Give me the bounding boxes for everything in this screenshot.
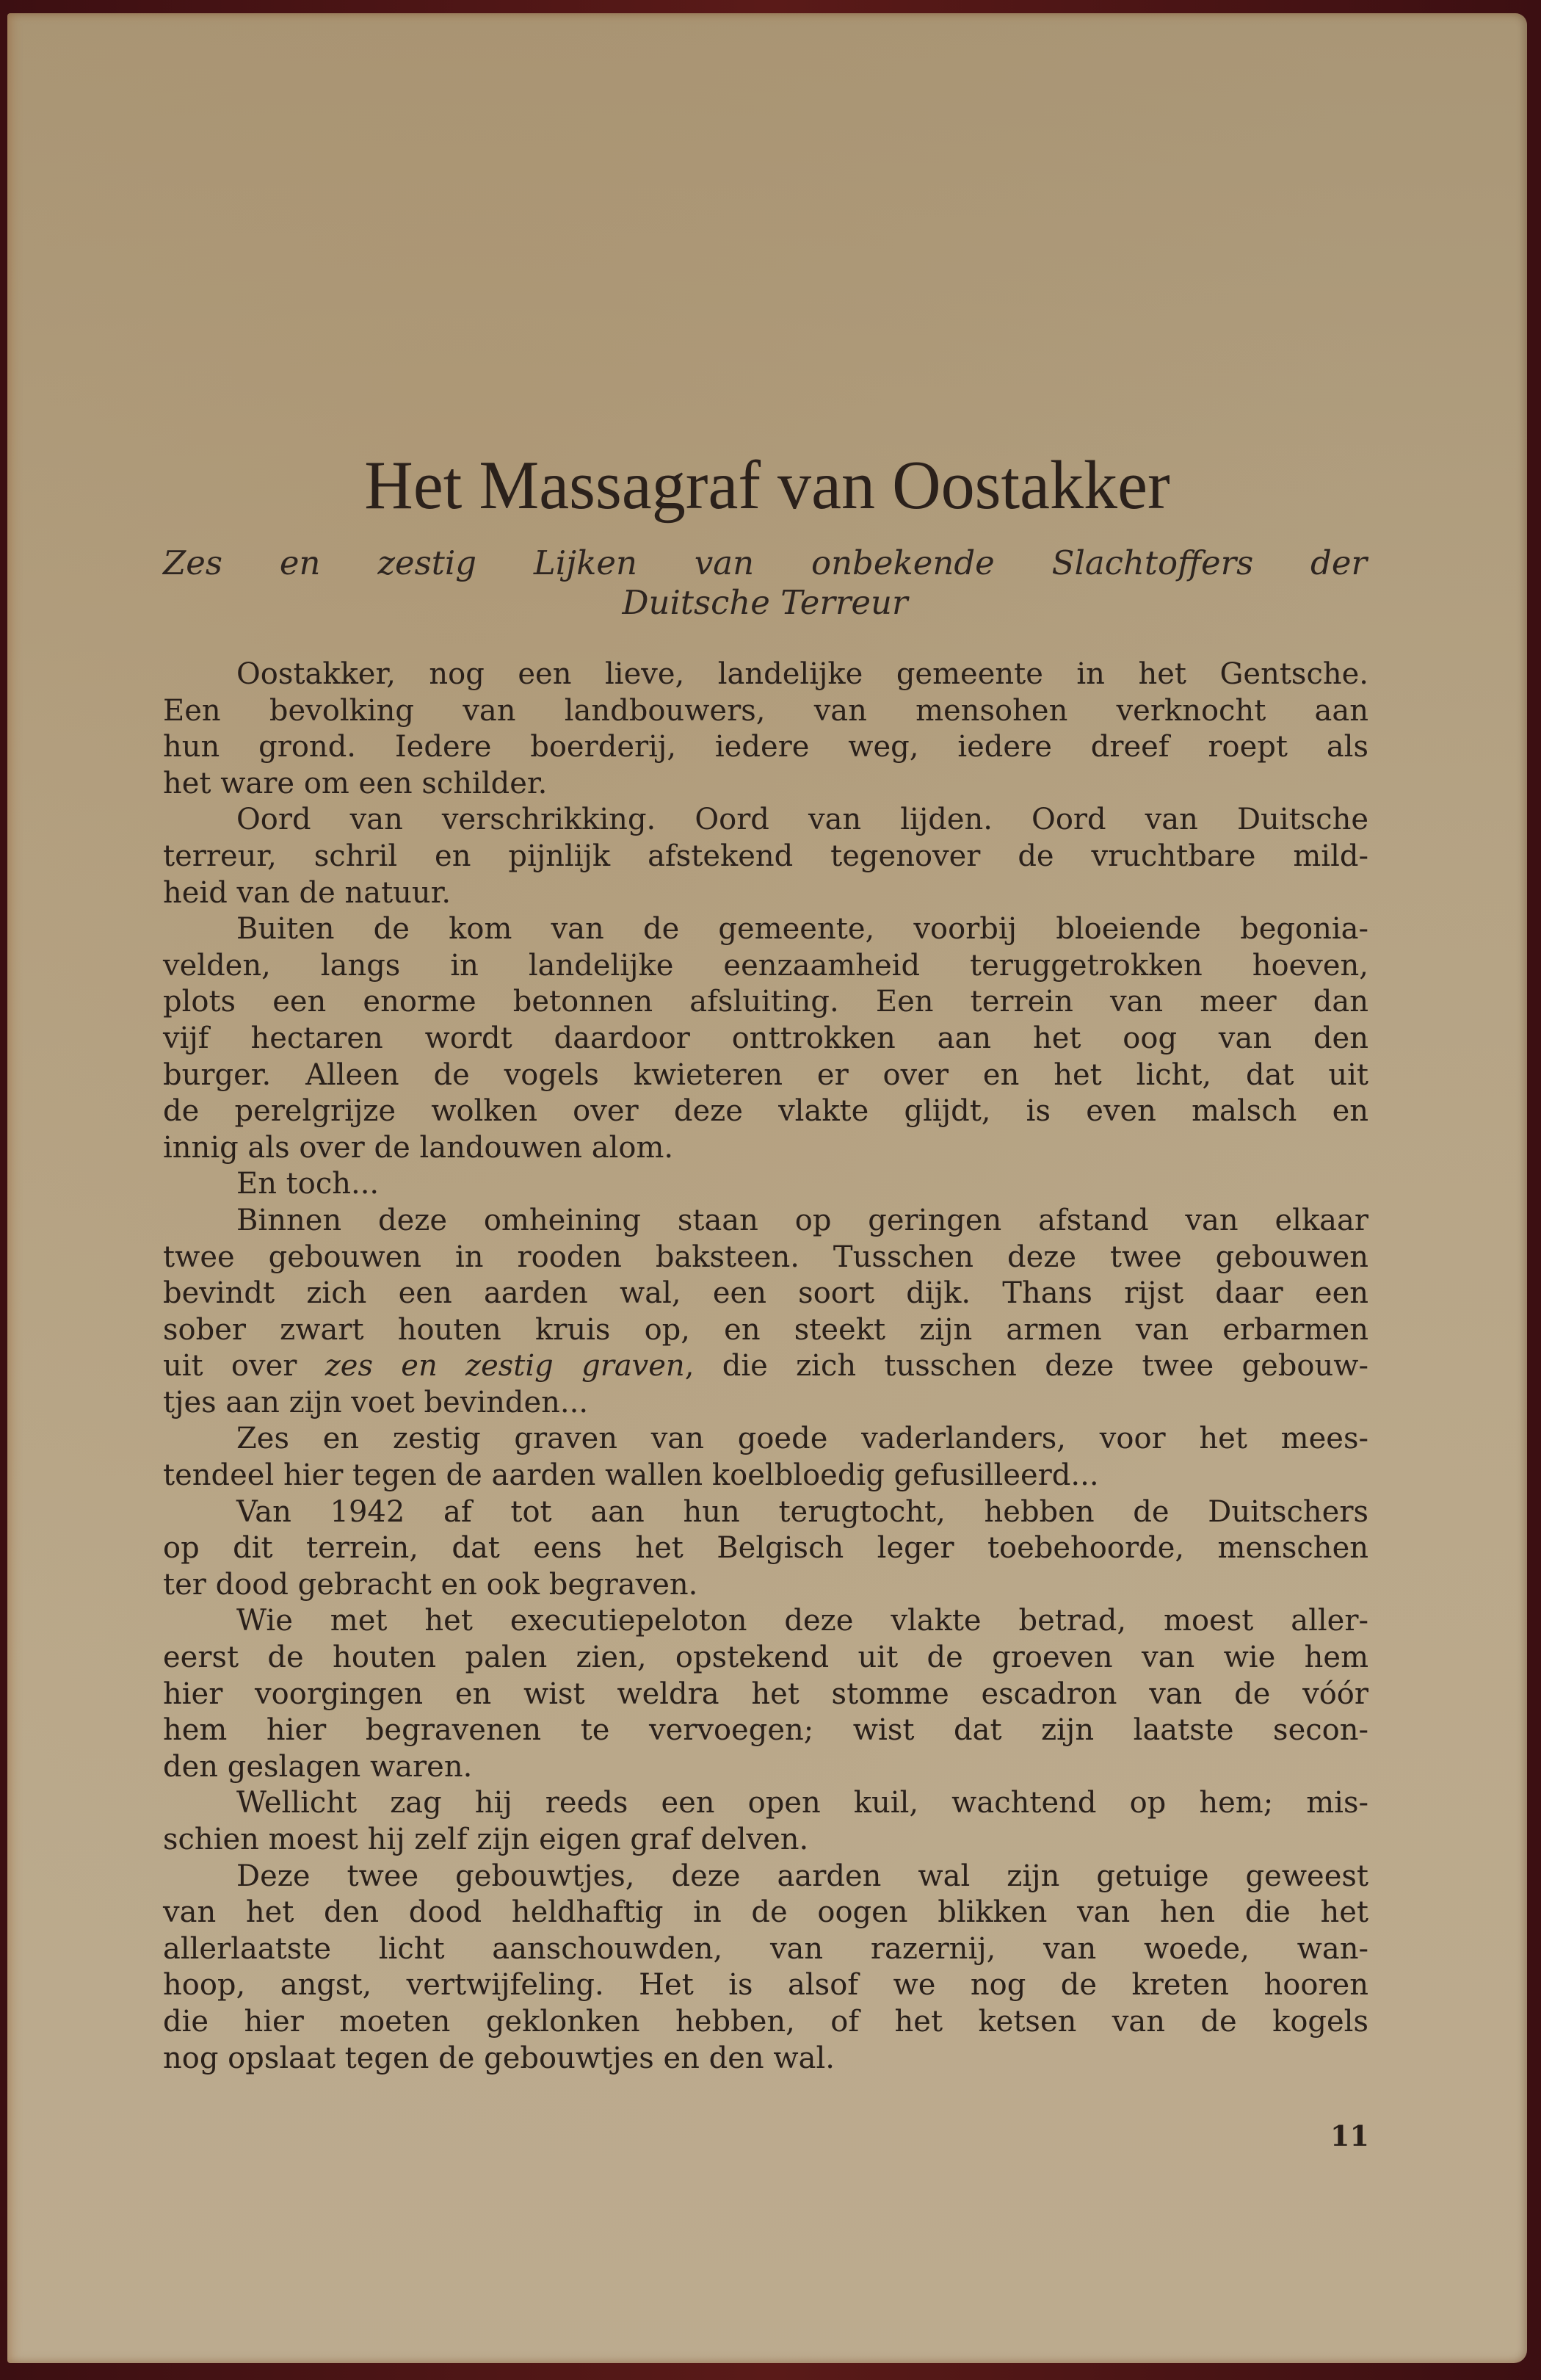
- text-line: sober zwart houten kruis op, en steekt zijn armen van erbarmen: [163, 1312, 1368, 1347]
- text-line: Zes en zestig graven van goede vaderlanders, voor het mees-: [236, 1422, 1368, 1456]
- text-line-with-italic: [163, 1348, 1368, 1385]
- text-line: Oord van verschrikking. Oord van lijden. Oord van Duitsche: [236, 803, 1368, 837]
- text-line: den geslagen waren.: [163, 1749, 473, 1784]
- text-line: vijf hectaren wordt daardoor onttrokken aan het oog van den: [163, 1021, 1368, 1055]
- text-line: burger. Alleen de vogels kwieteren er over en het licht, dat uit: [163, 1057, 1368, 1092]
- text-line: Wie met het executiepeloton deze vlakte betrad, moest aller-: [236, 1604, 1368, 1638]
- text-line: de perelgrijze wolken over deze vlakte glijdt, is even malsch en: [163, 1094, 1368, 1129]
- text-line: innig als over de landouwen alom.: [163, 1130, 674, 1165]
- italic-emphasis: zes en zestig graven: [324, 1349, 685, 1383]
- text-line: hoop, angst, vertwijfeling. Het is alsof we nog de kreten hooren: [163, 1968, 1368, 2003]
- text-line: Een bevolking van landbouwers, van mensohen verknocht aan: [163, 693, 1368, 728]
- text-line: velden, langs in landelijke eenzaamheid teruggetrokken hoeven,: [163, 948, 1368, 983]
- text-line: Oostakker, nog een lieve, landelijke gemeente in het Gentsche.: [236, 657, 1368, 691]
- text-line: terreur, schril en pijnlijk afstekend tegenover de vruchtbare mild-: [163, 839, 1368, 873]
- text-line: hem hier begravenen te vervoegen; wist dat zijn laatste secon-: [163, 1713, 1368, 1748]
- text-line: hun grond. Iedere boerderij, iedere weg, iedere dreef roept als: [163, 730, 1368, 764]
- text-line: op dit terrein, dat eens het Belgisch leger toebehoorde, menschen: [163, 1531, 1368, 1566]
- text-line: Van 1942 af tot aan hun terugtocht, hebben de Duitschers: [236, 1494, 1368, 1529]
- text-line: het ware om een schilder.: [163, 766, 548, 800]
- text-line: Wellicht zag hij reeds een open kuil, wachtend op hem; mis-: [236, 1786, 1368, 1820]
- article-body: [163, 657, 1368, 2077]
- text-line: allerlaatste licht aanschouwden, van razernij, van woede, wan-: [163, 1931, 1368, 1966]
- text-line: van het den dood heldhaftig in de oogen blikken van hen die het: [163, 1895, 1368, 1930]
- text-fragment: , die zich tusschen deze twee gebouw-: [684, 1349, 1369, 1383]
- text-line: Binnen deze omheining staan op geringen afstand van elkaar: [236, 1203, 1368, 1237]
- page-number: 11: [1330, 2119, 1369, 2152]
- text-line: Buiten de kom van de gemeente, voorbij bloeiende begonia-: [236, 912, 1368, 947]
- text-line: tjes aan zijn voet bevinden...: [163, 1385, 589, 1419]
- text-line: schien moest hij zelf zijn eigen graf delven.: [163, 1823, 809, 1856]
- text-line: heid van de natuur.: [163, 875, 452, 910]
- subtitle-line-1: Zes en zestig Lijken van onbekende Slachtoffers der: [163, 543, 1367, 582]
- text-line: Deze twee gebouwtjes, deze aarden wal zijn getuige geweest: [236, 1859, 1368, 1893]
- book-page: [7, 13, 1527, 2363]
- text-line: plots een enorme betonnen afsluiting. Een terrein van meer dan: [163, 985, 1368, 1019]
- text-line: twee gebouwen in rooden baksteen. Tusschen deze twee gebouwen: [163, 1240, 1368, 1274]
- page-title: Het Massagraf van Oostakker: [364, 447, 1170, 524]
- text-line: ter dood gebracht en ook begraven.: [163, 1567, 698, 1602]
- text-line: En toch...: [236, 1167, 380, 1201]
- subtitle-line-2: Duitsche Terreur: [622, 583, 908, 622]
- text-line: bevindt zich een aarden wal, een soort dijk. Thans rijst daar een: [163, 1276, 1368, 1311]
- text-line: hier voorgingen en wist weldra het stomme escadron van de vóór: [163, 1677, 1368, 1711]
- text-line: eerst de houten palen zien, opstekend uit de groeven van wie hem: [163, 1641, 1368, 1675]
- text-fragment: uit over: [163, 1349, 325, 1383]
- text-line: nog opslaat tegen de gebouwtjes en den wal.: [163, 2041, 835, 2075]
- text-line: die hier moeten geklonken hebben, of het ketsen van de kogels: [163, 2004, 1368, 2039]
- text-line: tendeel hier tegen de aarden wallen koelbloedig gefusilleerd...: [163, 1458, 1099, 1493]
